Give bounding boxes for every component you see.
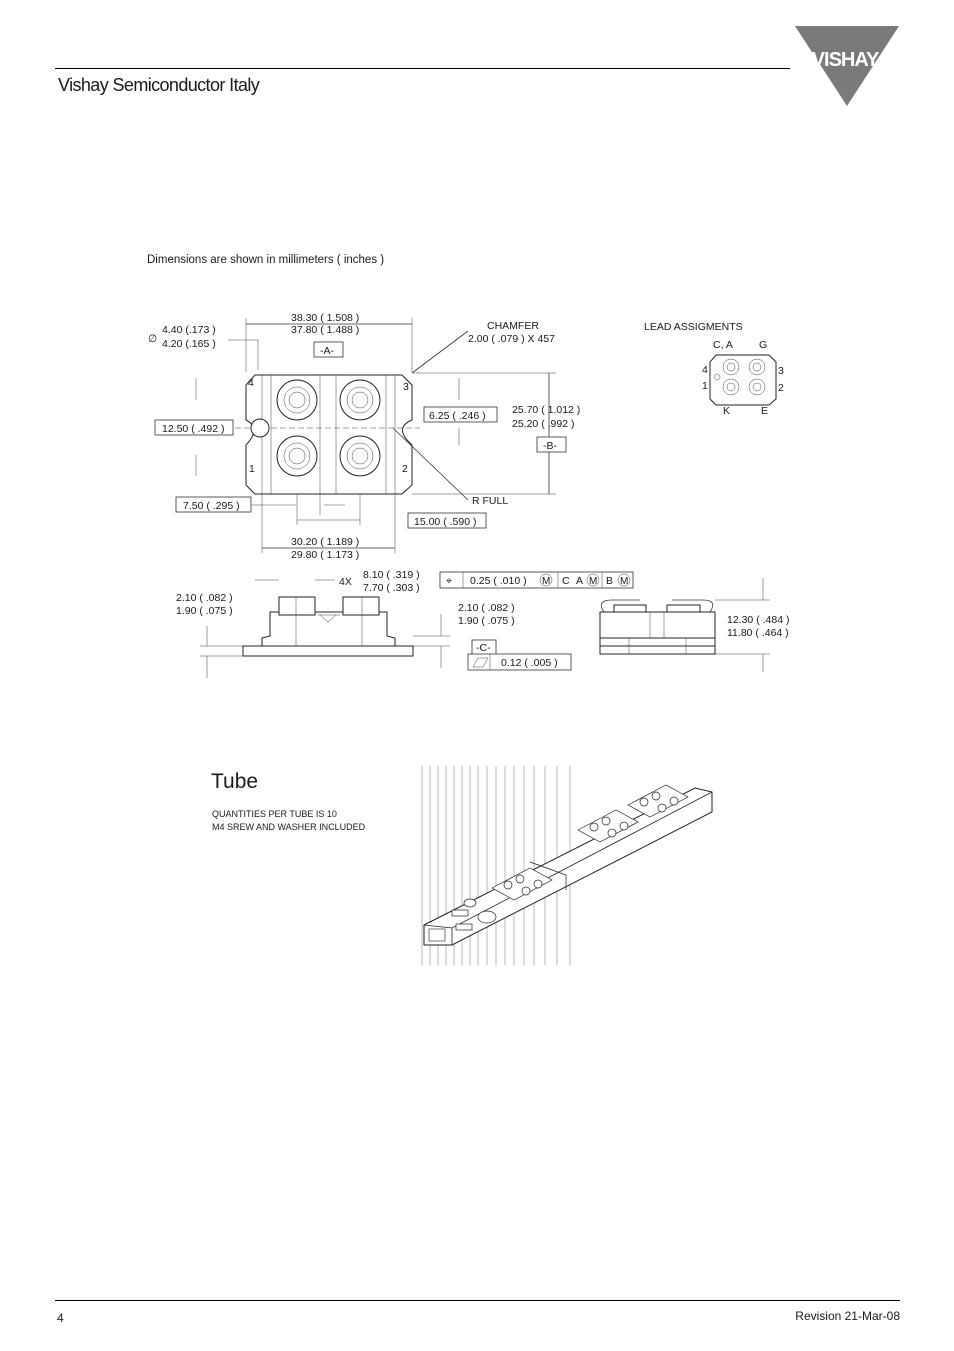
pin-2-label: 2 [402,463,408,475]
footer-rule [55,1300,900,1301]
lead-assignments [644,321,784,417]
lead-title: LEAD ASSIGMENTS [644,321,743,333]
r-full: R FULL [472,495,509,507]
pin-3-label: 3 [403,381,409,393]
side-210-left-min: 1.90 ( .075 ) [176,605,233,617]
top-width-max: 38.30 ( 1.508 ) [291,312,360,324]
dim-1500: 15.00 ( .590 ) [414,516,477,528]
lead-num-2: 2 [778,382,784,394]
side-810-min: 7.70 ( .303 ) [363,582,420,594]
height-max: 25.70 ( 1.012 ) [512,404,581,416]
position-mod-2: M [589,576,598,587]
terminal-3 [340,380,380,420]
tube-screw-note: M4 SREW AND WASHER INCLUDED [212,822,366,832]
end-height-min: 11.80 ( .464 ) [727,627,789,639]
bottom-width-min: 29.80 ( 1.173 ) [291,549,360,561]
revision-date: Revision 21-Mar-08 [795,1309,900,1323]
lead-num-1: 1 [702,380,708,392]
lead-num-3: 3 [778,365,784,377]
terminal-2 [340,436,380,476]
side-210-right-max: 2.10 ( .082 ) [458,602,515,614]
side-view [243,597,413,656]
lead-bottom-right: E [761,405,769,417]
chamfer-value: 2.00 ( .079 ) X 457 [468,333,555,345]
side-810-max: 8.10 ( .319 ) [363,569,420,581]
logo-text: VISHAY [811,49,879,71]
position-tolerance-frame [440,572,633,588]
flatness-tolerance-frame [468,654,571,670]
flatness-value: 0.12 ( .005 ) [501,657,558,669]
tube-title: Tube [211,770,259,793]
bottom-width-max: 30.20 ( 1.189 ) [291,536,360,548]
height-min: 25.20 ( .992 ) [512,418,575,430]
top-view [235,375,420,494]
end-view [600,600,715,654]
position-datum-a: A [576,575,584,587]
position-symbol: ⌖ [446,575,452,587]
side-4x: 4X [339,576,352,588]
hole-dia-max: 4.40 (.173 ) [162,324,216,336]
position-datum-b: B [606,575,614,587]
pin-4-label: 4 [248,377,254,389]
top-width-min: 37.80 ( 1.488 ) [291,324,360,336]
lead-top-right: G [759,339,768,351]
side-210-right-min: 1.90 ( .075 ) [458,615,515,627]
datum-b: -B- [543,440,557,452]
dim-625: 6.25 ( .246 ) [429,410,486,422]
datum-c: -C- [476,642,491,654]
company-name: Vishay Semiconductor Italy [58,75,260,95]
end-height-max: 12.30 ( .484 ) [727,614,790,626]
datum-a: -A- [320,345,334,357]
lead-num-4: 4 [702,364,708,376]
side-210-left-max: 2.10 ( .082 ) [176,592,233,604]
pin-1-label: 1 [249,463,255,475]
terminal-1 [277,436,317,476]
dim-750: 7.50 ( .295 ) [183,500,240,512]
tube-quantity: QUANTITIES PER TUBE IS 10 [212,809,337,819]
dim-1250: 12.50 ( .492 ) [162,423,225,435]
svg-text:∅: ∅ [148,333,158,345]
position-datum-c: C [562,575,570,587]
dimension-note: Dimensions are shown in millimeters ( inches ) [147,254,385,266]
page-number: 4 [57,1311,64,1325]
position-value: 0.25 ( .010 ) [470,575,527,587]
terminal-4 [277,380,317,420]
mounting-hole [251,419,269,437]
tube-illustration [422,766,712,965]
lead-bottom-left: K [723,405,731,417]
chamfer-label: CHAMFER [487,320,539,332]
position-mod-1: M [542,576,551,587]
position-mod-3: M [620,576,629,587]
hole-dia-min: 4.20 (.165 ) [162,338,216,350]
lead-top-left: C, A [713,339,733,351]
